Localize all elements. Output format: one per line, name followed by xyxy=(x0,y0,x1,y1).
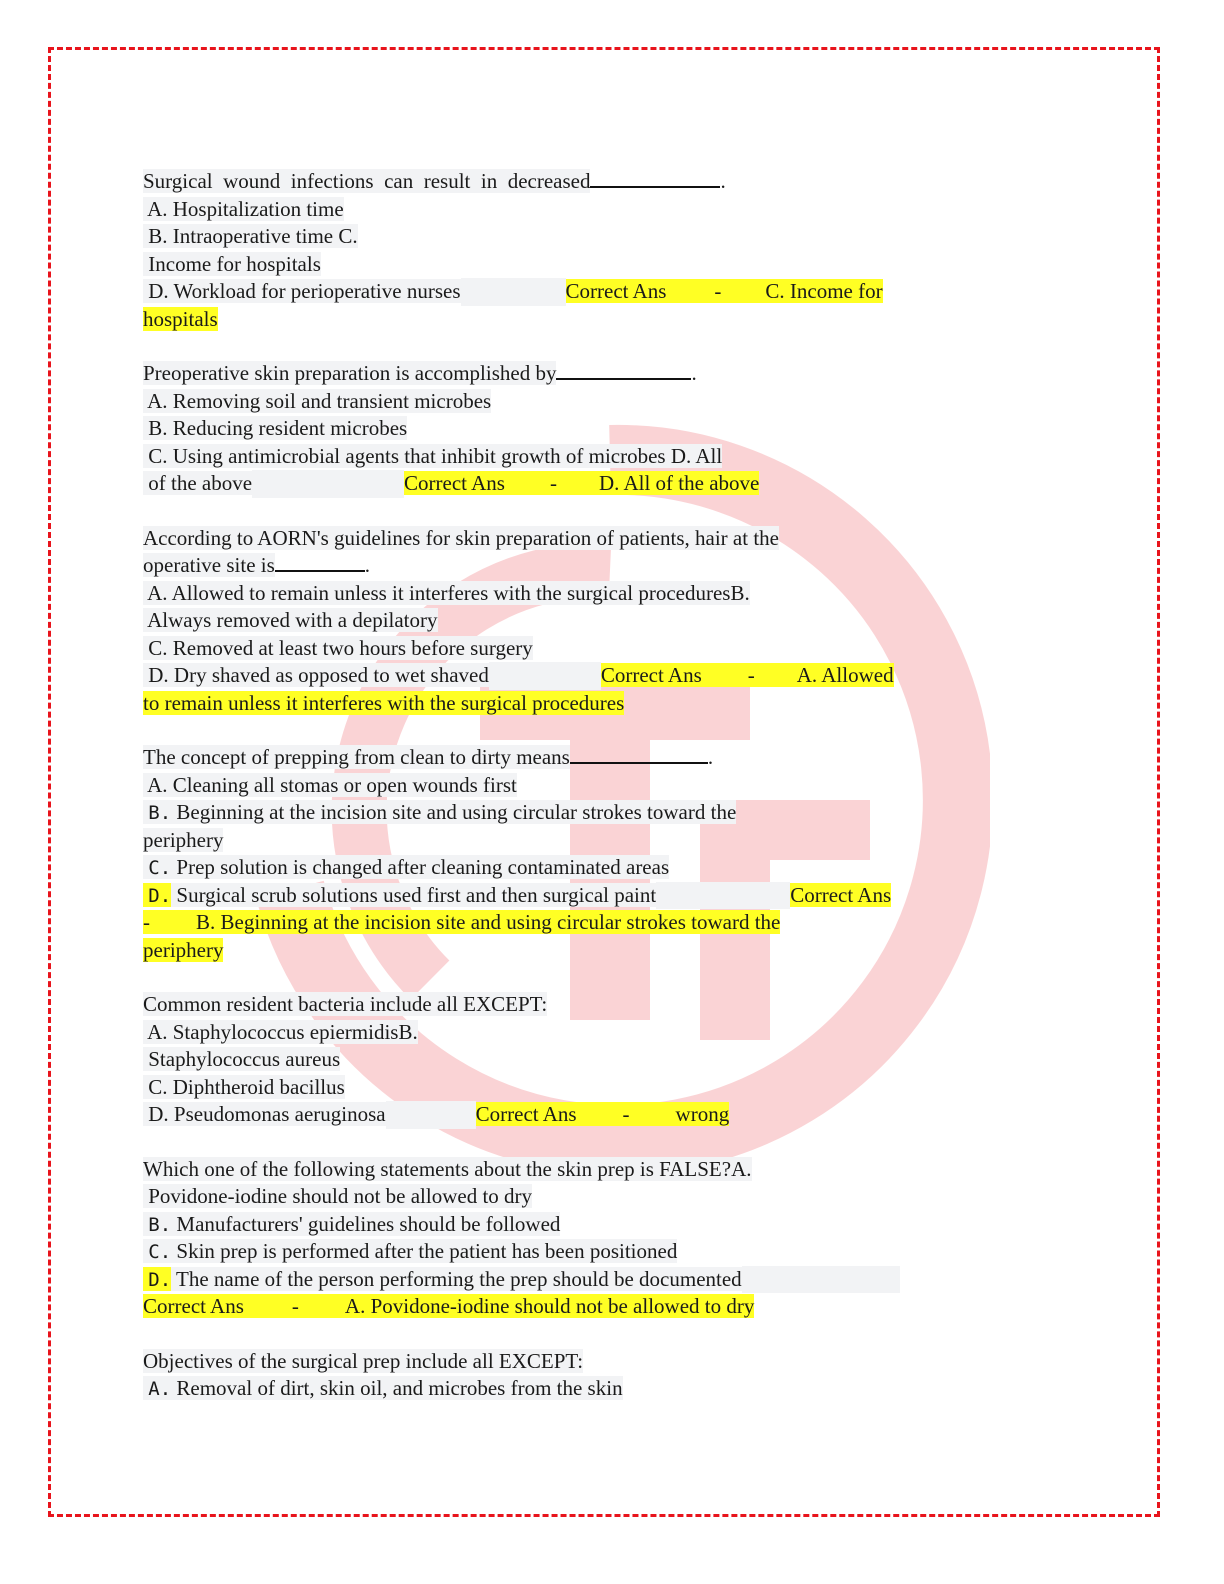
document-body xyxy=(143,168,1063,1430)
question-5 xyxy=(143,991,1063,1129)
option-c: C. Removed at least two hours before surgery xyxy=(143,635,533,660)
question-1: Surgical wound infections can result in decreased . A. Hospitalization time B. Intraoperative time C. Income for hospitals D. Workload for perioperative nurses Correct Ans - C. Income for hospitals xyxy=(143,169,883,331)
option-c: C. Prep solution is changed after cleaning contaminated areas xyxy=(143,855,669,879)
option-a: A. Removal of dirt, skin oil, and microbes from the skin xyxy=(143,1376,623,1400)
option-b: B. Beginning at the incision site and using circular strokes toward the xyxy=(143,800,736,824)
option-a: Povidone-iodine should not be allowed to dry xyxy=(143,1184,533,1208)
answer-blank xyxy=(570,748,708,764)
answer-highlight-wrap: periphery xyxy=(143,937,224,962)
question-stem: According to AORN's guidelines for skin preparation of patients, hair at the xyxy=(143,525,779,550)
answer-blank xyxy=(590,172,720,188)
option-d: D. Workload for perioperative nurses xyxy=(143,279,461,303)
question-stem: Common resident bacteria include all EXCEPT: xyxy=(143,992,548,1016)
answer-highlight: Correct Ans xyxy=(790,882,892,907)
option-d: D. Pseudomonas aeruginosa xyxy=(143,1102,386,1126)
option-d-letter: D. xyxy=(143,883,171,907)
option-d: Surgical scrub solutions used first and then surgical paint xyxy=(171,883,656,907)
question-2: Preoperative skin preparation is accomplished by . A. Removing soil and transient microbes B. Reducing resident microbes C. Using antimicrobial agents that inhibit growth of microbes D. All of the above Correct Ans - D. All of the above xyxy=(143,360,1063,498)
option-c: C. Using antimicrobial agents that inhibit growth of microbes D. All xyxy=(143,443,723,468)
answer-highlight: Correct Ans - D. All of the above xyxy=(404,471,760,495)
answer-highlight-wrap: hospitals xyxy=(143,306,218,331)
option-b: Staphylococcus aureus xyxy=(143,1047,341,1071)
answer-highlight-text: - B. Beginning at the incision site and using circular strokes toward the xyxy=(143,910,781,934)
option-a: A. Hospitalization time xyxy=(143,196,344,221)
question-6 xyxy=(143,1156,1063,1321)
option-c: Income for hospitals xyxy=(143,251,321,276)
question-stem: Objectives of the surgical prep include all EXCEPT: xyxy=(143,1348,584,1373)
answer-highlight-wrap: to remain unless it interferes with the surgical procedures xyxy=(143,690,625,715)
answer-blank xyxy=(275,556,365,572)
option-a: A. Cleaning all stomas or open wounds first xyxy=(143,772,517,797)
option-b: B. Intraoperative time C. xyxy=(143,224,358,248)
option-b: Always removed with a depilatory xyxy=(143,608,438,632)
answer-highlight: Correct Ans - A. Allowed xyxy=(600,663,894,687)
question-3: According to AORN's guidelines for skin preparation of patients, hair at the operative site is . A. Allowed to remain unless it interferes with the surgical proceduresB. Always removed with a depilatory C. Removed at least two hours before surgery D. Dry shaved as opposed to wet shaved Correct Ans - A. Allowed to remain unless it interferes with the surgical procedures xyxy=(143,525,894,715)
question-stem: Which one of the following statements about the skin prep is FALSE?A. xyxy=(143,1156,752,1181)
question-4: The concept of prepping from clean to dirty means . A. Cleaning all stomas or open wounds first B. Beginning at the incision site and using circular strokes toward the periphery C. Prep solution is changed after cleaning contaminated areas D. Surgical scrub solutions used first and then surgical paint Correct Ans - B. Beginning at the incision site and using circular strokes toward the periphery xyxy=(143,745,892,962)
answer-highlight: Correct Ans - A. Povidone-iodine should not be allowed to dry xyxy=(143,1294,755,1318)
option-a: A. Staphylococcus epiermidisB. xyxy=(143,1019,418,1044)
option-d-letter: D. xyxy=(143,1267,171,1291)
question-stem-continued: operative site is xyxy=(143,553,275,577)
option-c: C. Skin prep is performed after the patient has been positioned xyxy=(143,1239,677,1263)
answer-blank xyxy=(556,364,691,380)
question-stem: The concept of prepping from clean to dirty means xyxy=(143,745,570,769)
question-7 xyxy=(143,1348,1063,1403)
option-b-wrap: periphery xyxy=(143,827,224,852)
question-stem: Surgical wound infections can result in decreased xyxy=(143,169,591,193)
answer-highlight: Correct Ans - wrong xyxy=(475,1102,730,1126)
option-b: B. Manufacturers' guidelines should be followed xyxy=(143,1212,560,1236)
option-a: A. Allowed to remain unless it interferes with the surgical proceduresB. xyxy=(143,580,750,605)
option-a: A. Removing soil and transient microbes xyxy=(143,388,492,413)
option-d: The name of the person performing the prep should be documented xyxy=(171,1267,742,1291)
option-d: of the above xyxy=(143,471,253,495)
option-c: C. Diphtheroid bacillus xyxy=(143,1074,345,1099)
answer-highlight: Correct Ans - C. Income for xyxy=(565,279,883,303)
question-stem: Preoperative skin preparation is accomplished by xyxy=(143,361,557,385)
option-b: B. Reducing resident microbes xyxy=(143,416,408,440)
option-d: D. Dry shaved as opposed to wet shaved xyxy=(143,663,489,687)
